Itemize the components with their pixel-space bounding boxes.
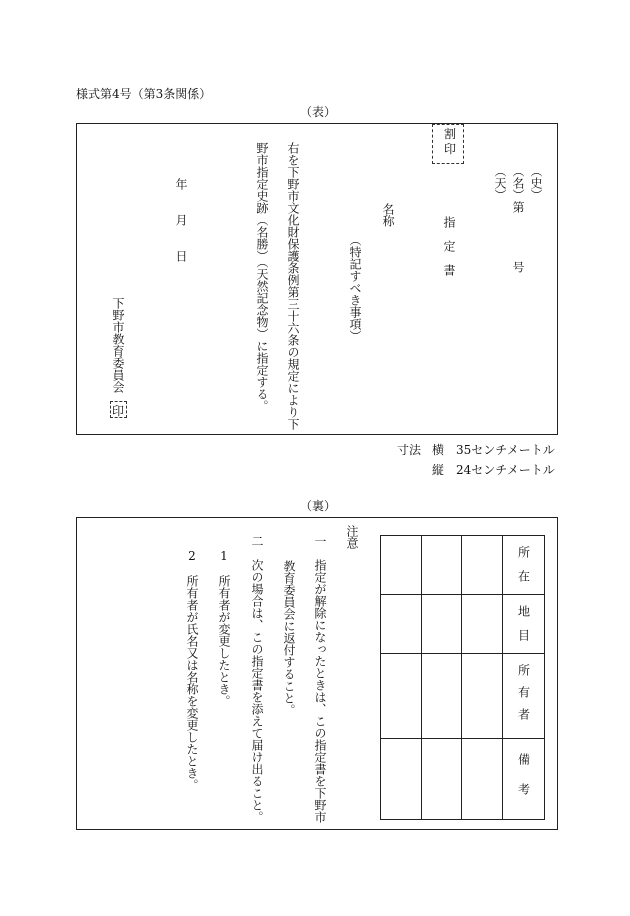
dimensions-label: 寸法 [397,443,422,457]
back-label: （裏） [300,499,337,513]
table-cell [421,654,462,739]
table-cell [421,595,462,654]
table-cell [381,595,422,654]
split-seal-label: 割印 [443,127,456,156]
table-header-location: 所在 [502,536,544,595]
certificate-title: 指 定 書 [442,216,456,276]
dimensions-height: 縦 24センチメートル [432,463,555,477]
table-header-owner: 所有者 [502,654,544,739]
table-header-land-category: 地目 [502,595,544,654]
note-2-item-2: 2 所有者が氏名又は名称を変更したとき。 [185,549,199,791]
statement-line-1: 右を下野市文化財保護条例第三十六条の規定により下 [286,142,300,430]
note-2: 二 次の場合は、この指定書を添えて届け出ること。 [250,535,264,823]
notes-title: 注意 [345,525,359,549]
name-label: 名称 [381,203,395,227]
note-2-item-1: 1 所有者が変更したとき。 [217,549,231,707]
dimensions-width: 横 35センチメートル [432,443,555,457]
form-number: 様式第4号（第3条関係） [76,87,212,101]
table-cell [421,739,462,820]
front-certificate-box [76,123,558,435]
table-cell [381,739,422,820]
table-cell [462,739,503,820]
special-notes-label: （特記すべき事項） [348,234,362,342]
type-line-history: （史） [529,165,543,201]
type-line-scenic: （名）第 号 [511,165,525,273]
note-1-line-2: 教育委員会に返付すること。 [282,560,296,716]
issue-date: 年 月 日 [174,178,188,262]
type-line-natural: （天） [493,165,507,201]
table-cell [421,536,462,595]
issuer-name: 下野市教育委員会 [111,297,125,393]
table-cell [462,654,503,739]
official-seal-mark: 印 [112,404,125,418]
note-1-line-1: 一 指定が解除になったときは、この指定書を下野市 [313,535,327,823]
registry-table [380,535,545,820]
table-cell [462,595,503,654]
table-header-remarks: 備考 [502,739,544,820]
table-cell [381,536,422,595]
table-cell [381,654,422,739]
front-label: （表） [300,105,337,119]
table-cell [462,536,503,595]
statement-line-2: 野市指定史跡（名勝）（天然記念物）に指定する。 [255,142,269,412]
